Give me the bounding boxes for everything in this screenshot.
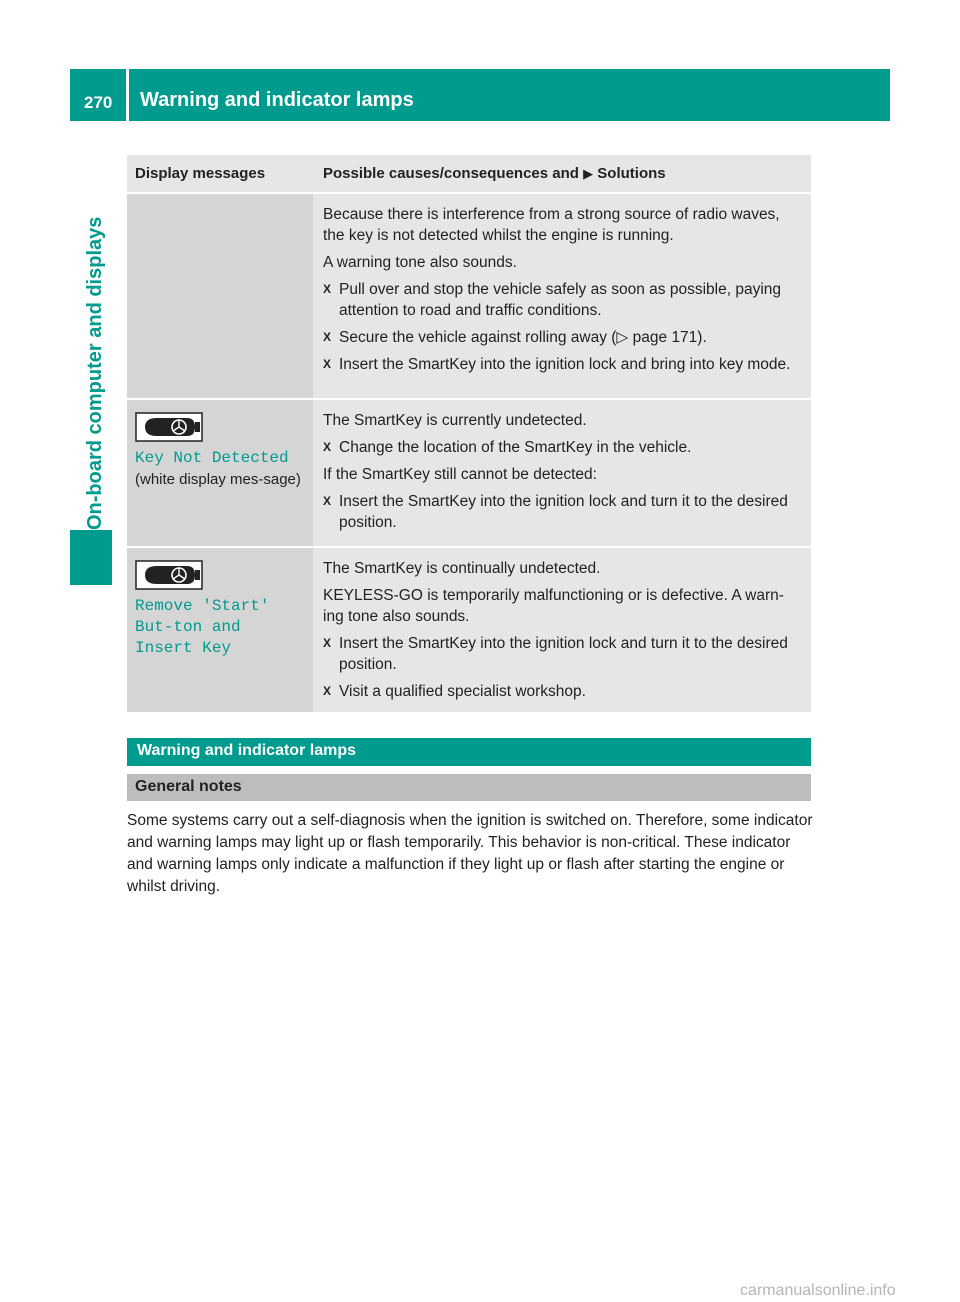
chapter-side-label: On-board computer and displays xyxy=(84,216,106,530)
subsection-title: General notes xyxy=(135,778,242,795)
solution-step xyxy=(323,633,803,675)
page-number: 270 xyxy=(84,93,113,112)
subsection-title-bar xyxy=(127,774,811,801)
header-divider xyxy=(126,69,129,121)
solution-step xyxy=(323,491,803,533)
step-text: Insert the SmartKey into the ignition lock and turn it to the desired position. xyxy=(339,493,788,531)
cause-paragraph: A warning tone also sounds. xyxy=(323,254,517,271)
step-arrow-icon: X xyxy=(323,282,332,296)
page-title: Warning and indicator lamps xyxy=(140,89,414,111)
general-notes-text: Some systems carry out a self-diagnosis when the ignition is switched on. Therefore, some indicator and warning lamps may light up or flash temporarily. This behavior is non-critical. These indicator and warning lamps only indicate a malfunction if they light up or flash after starting the engine or whilst driving. xyxy=(127,812,813,895)
step-arrow-icon: X xyxy=(323,357,332,371)
causes-cell xyxy=(313,547,811,713)
cause-paragraph: KEYLESS-GO is temporarily malfunctioning or is defective. A warn-ing tone also sounds. xyxy=(323,587,784,625)
smartkey-icon xyxy=(135,560,203,590)
solution-step xyxy=(323,681,803,702)
play-arrow-icon: ▶ xyxy=(583,166,594,181)
step-arrow-icon: X xyxy=(323,684,332,698)
step-arrow-icon: X xyxy=(323,636,332,650)
solution-step xyxy=(323,437,803,458)
solution-step xyxy=(323,279,803,321)
display-cell xyxy=(127,547,313,713)
cause-paragraph: The SmartKey is continually undetected. xyxy=(323,560,601,577)
col-header-display-messages: Display messages xyxy=(127,155,313,193)
step-arrow-icon: X xyxy=(323,440,332,454)
chapter-side-block xyxy=(70,530,112,585)
section-title: Warning and indicator lamps xyxy=(137,742,356,759)
cause-paragraph: The SmartKey is currently undetected. xyxy=(323,412,587,429)
step-text: Change the location of the SmartKey in the vehicle. xyxy=(339,439,692,456)
step-text: Secure the vehicle against rolling away (▷ page 171). xyxy=(339,329,707,346)
table-row xyxy=(127,547,811,713)
table-header-row xyxy=(127,155,811,193)
table-row xyxy=(127,193,811,399)
watermark: carmanualsonline.info xyxy=(740,1282,896,1299)
causes-cell xyxy=(313,399,811,547)
col-header-causes-label: Possible causes/consequences and xyxy=(323,165,579,182)
step-text: Visit a qualified specialist workshop. xyxy=(339,683,586,700)
solution-step xyxy=(323,327,803,348)
cause-paragraph: If the SmartKey still cannot be detected: xyxy=(323,466,597,483)
section-title-bar xyxy=(127,738,811,766)
display-message-text: Key Not Detected xyxy=(135,449,289,467)
display-cell xyxy=(127,399,313,547)
step-text: Insert the SmartKey into the ignition lock and bring into key mode. xyxy=(339,356,791,373)
display-message-text: Remove 'Start' But‐ton and Insert Key xyxy=(135,597,270,657)
step-text: Insert the SmartKey into the ignition lock and turn it to the desired position. xyxy=(339,635,788,673)
display-cell xyxy=(127,193,313,399)
smartkey-icon xyxy=(135,412,203,442)
table-row xyxy=(127,399,811,547)
display-messages-table xyxy=(127,155,811,714)
causes-cell xyxy=(313,193,811,399)
solution-step xyxy=(323,354,803,375)
step-text: Pull over and stop the vehicle safely as soon as possible, paying attention to road and traffic conditions. xyxy=(339,281,782,319)
display-message-note: (white display mes-sage) xyxy=(135,471,301,488)
col-header-solutions-label: Solutions xyxy=(597,165,666,182)
col-header-causes xyxy=(313,155,811,193)
step-arrow-icon: X xyxy=(323,494,332,508)
cause-paragraph: Because there is interference from a strong source of radio waves, the key is not detected whilst the engine is running. xyxy=(323,206,780,244)
step-arrow-icon: X xyxy=(323,330,332,344)
